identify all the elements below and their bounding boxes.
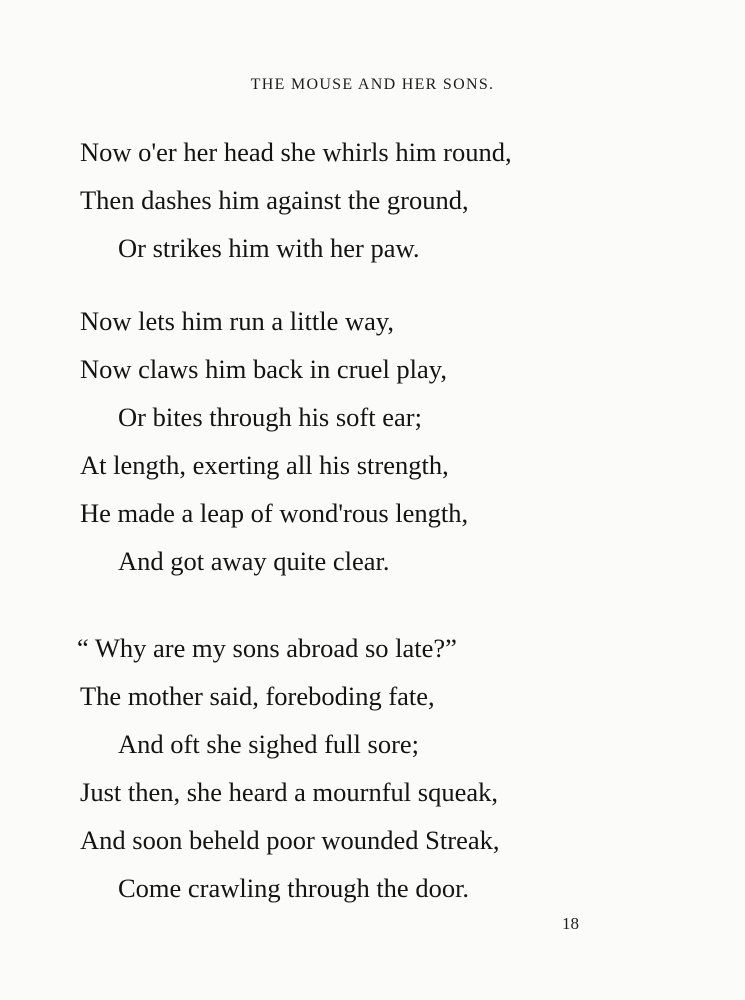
verse-line: Now claws him back in cruel play, — [80, 354, 447, 384]
verse-line: Then dashes him against the ground, — [80, 185, 469, 215]
stanza-3 — [77, 624, 680, 912]
verse-line: Or strikes him with her paw. — [118, 233, 420, 263]
verse-line: Just then, she heard a mournful squeak, — [80, 777, 499, 807]
verse-line: Come crawling through the door. — [118, 873, 470, 903]
verse-line: Now o'er her head she whirls him round, — [80, 137, 512, 167]
verse-line: He made a leap of wond'rous length, — [80, 498, 469, 528]
verse-line: At length, exerting all his strength, — [80, 450, 449, 480]
stanza-1 — [80, 128, 680, 272]
stanza-2 — [80, 297, 680, 585]
verse-line: And soon beheld poor wounded Streak, — [80, 825, 500, 855]
page-number: 18 — [562, 914, 579, 933]
verse-line: Now lets him run a little way, — [80, 306, 395, 336]
verse-line: “ Why are my sons abroad so late?” — [77, 633, 457, 663]
running-head: THE MOUSE AND HER SONS. — [250, 76, 495, 93]
verse-line: And oft she sighed full sore; — [118, 729, 420, 759]
verse-line: The mother said, foreboding fate, — [80, 681, 435, 711]
verse-line: And got away quite clear. — [118, 546, 390, 576]
verse-line: Or bites through his soft ear; — [118, 402, 422, 432]
